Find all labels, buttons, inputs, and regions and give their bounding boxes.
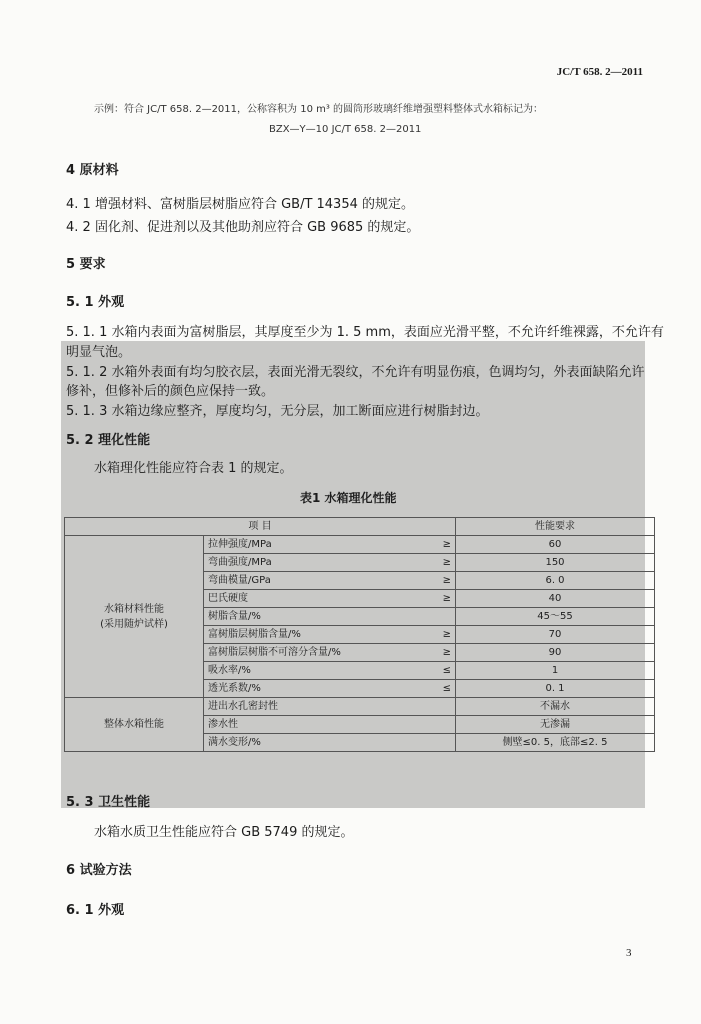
section-5-1-heading: 5. 1 外观 xyxy=(66,295,125,310)
property-cell: 富树脂层树脂不可溶分含量/% xyxy=(204,644,424,662)
clause-5-1-2-line1: 5. 1. 2 水箱外表面有均匀胶衣层，表面光滑无裂纹，不允许有明显伤痕，色调均匀，外表面缺陷允许 xyxy=(66,365,645,380)
requirement-cell: 60 xyxy=(456,536,655,554)
section-6-1-heading: 6. 1 外观 xyxy=(66,903,125,918)
operator-cell: ≥ xyxy=(423,572,456,590)
clause-4-1: 4. 1 增强材料、富树脂层树脂应符合 GB/T 14354 的规定。 xyxy=(66,197,415,212)
group-material-label-a: 水箱材料性能 xyxy=(104,603,164,615)
requirement-cell: 45～55 xyxy=(456,608,655,626)
property-cell: 满水变形/% xyxy=(204,734,456,752)
table-row xyxy=(65,698,655,716)
requirement-cell: 不漏水 xyxy=(456,698,655,716)
property-cell: 树脂含量/% xyxy=(204,608,424,626)
properties-table xyxy=(64,517,655,752)
group-material-label-b: (采用随炉试样) xyxy=(100,618,168,630)
table-header-row xyxy=(65,518,655,536)
operator-cell: ≥ xyxy=(423,590,456,608)
section-5-3-heading: 5. 3 卫生性能 xyxy=(66,795,151,810)
header-item: 项 目 xyxy=(65,518,456,536)
clause-5-1-3: 5. 1. 3 水箱边缘应整齐，厚度均匀，无分层，加工断面应进行树脂封边。 xyxy=(66,404,489,419)
clause-5-1-1-line2: 明显气泡。 xyxy=(66,345,132,360)
example-line-1: 示例：符合 JC/T 658. 2—2011，公称容积为 10 m³ 的圆筒形玻璃纤维增强塑料整体式水箱标记为： xyxy=(94,104,544,115)
requirement-cell: 0. 1 xyxy=(456,680,655,698)
operator-cell xyxy=(423,608,456,626)
requirement-cell: 70 xyxy=(456,626,655,644)
clause-5-1-1-line1: 5. 1. 1 水箱内表面为富树脂层，其厚度至少为 1. 5 mm，表面应光滑平整，不允许纤维裸露，不允许有 xyxy=(66,325,664,340)
property-cell: 富树脂层树脂含量/% xyxy=(204,626,424,644)
table-title: 表1 水箱理化性能 xyxy=(300,491,397,505)
operator-cell: ≤ xyxy=(423,662,456,680)
section-6-heading: 6 试验方法 xyxy=(66,863,132,878)
property-cell: 渗水性 xyxy=(204,716,456,734)
requirement-cell: 6. 0 xyxy=(456,572,655,590)
page-number: 3 xyxy=(626,947,632,959)
property-cell: 拉伸强度/MPa xyxy=(204,536,424,554)
header-requirement: 性能要求 xyxy=(456,518,655,536)
group-material-label xyxy=(65,536,204,698)
group-tank-label: 整体水箱性能 xyxy=(65,698,204,752)
operator-cell: ≥ xyxy=(423,536,456,554)
requirement-cell: 40 xyxy=(456,590,655,608)
requirement-cell: 1 xyxy=(456,662,655,680)
section-5-heading: 5 要求 xyxy=(66,257,106,272)
property-cell: 进出水孔密封性 xyxy=(204,698,456,716)
section-4-heading: 4 原材料 xyxy=(66,163,119,178)
requirement-cell: 150 xyxy=(456,554,655,572)
operator-cell: ≥ xyxy=(423,626,456,644)
requirement-cell: 侧壁≤0. 5，底部≤2. 5 xyxy=(456,734,655,752)
table-row xyxy=(65,536,655,554)
section-5-2-text: 水箱理化性能应符合表 1 的规定。 xyxy=(94,461,293,476)
property-cell: 弯曲模量/GPa xyxy=(204,572,424,590)
property-cell: 透光系数/% xyxy=(204,680,424,698)
clause-4-2: 4. 2 固化剂、促进剂以及其他助剂应符合 GB 9685 的规定。 xyxy=(66,220,420,235)
clause-5-1-2-line2: 修补，但修补后的颜色应保持一致。 xyxy=(66,384,275,399)
section-5-2-heading: 5. 2 理化性能 xyxy=(66,433,151,448)
section-5-3-text: 水箱水质卫生性能应符合 GB 5749 的规定。 xyxy=(94,825,354,840)
operator-cell: ≥ xyxy=(423,644,456,662)
requirement-cell: 90 xyxy=(456,644,655,662)
property-cell: 巴氏硬度 xyxy=(204,590,424,608)
requirement-cell: 无渗漏 xyxy=(456,716,655,734)
operator-cell: ≥ xyxy=(423,554,456,572)
example-line-2: BZX—Y—10 JC/T 658. 2—2011 xyxy=(269,124,422,135)
operator-cell: ≤ xyxy=(423,680,456,698)
property-cell: 弯曲强度/MPa xyxy=(204,554,424,572)
property-cell: 吸水率/% xyxy=(204,662,424,680)
standard-number: JC/T 658. 2—2011 xyxy=(556,66,643,78)
